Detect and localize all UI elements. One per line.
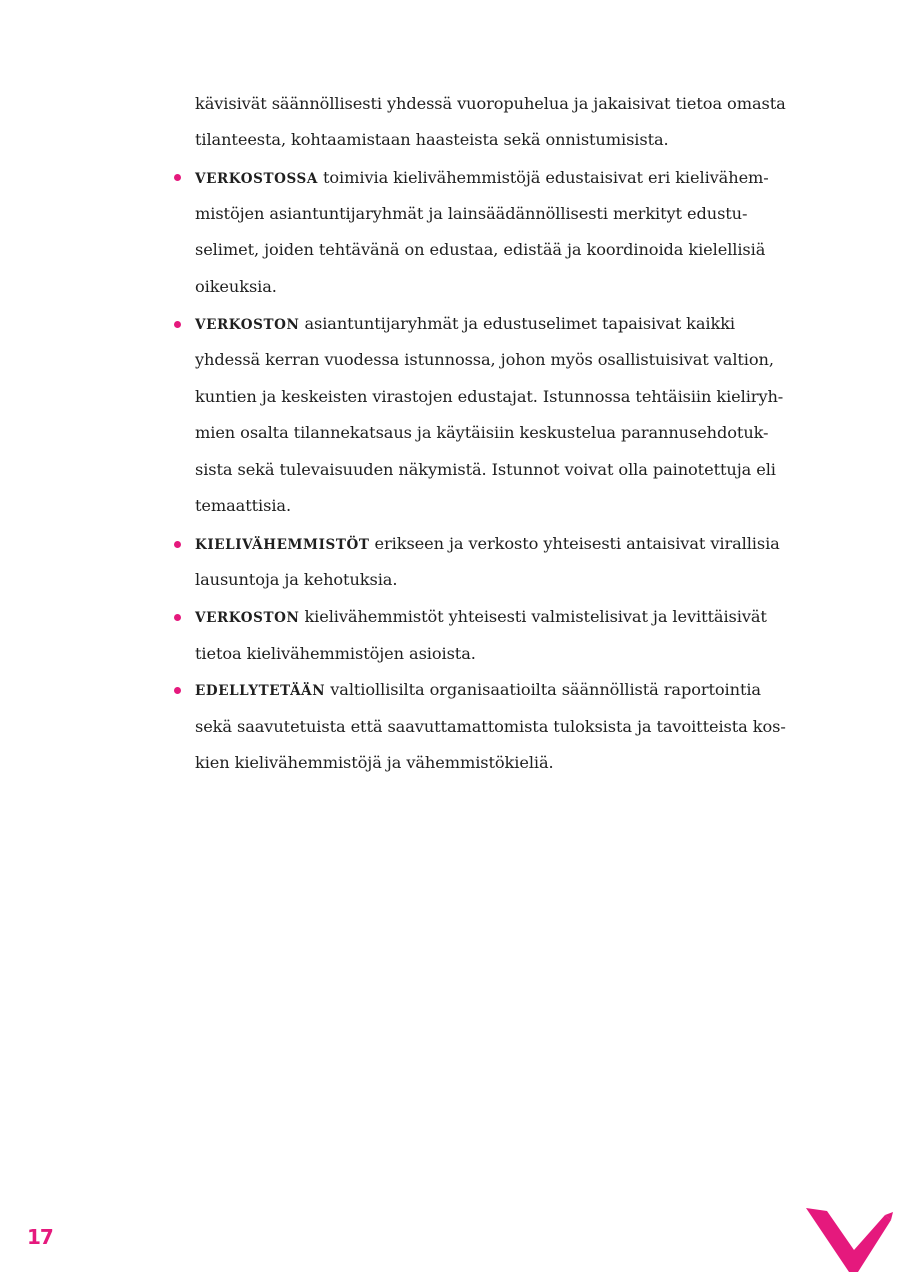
- bullet-line: oikeuksia.: [195, 277, 277, 296]
- bullet-line: sista sekä tulevaisuuden näkymistä. Istunnot voivat olla painotettuja eli: [195, 460, 776, 479]
- bullet-dot-icon: [174, 687, 181, 694]
- bullet-line: kuntien ja keskeisten virastojen edustajat. Istunnossa tehtäisiin kieliryh-: [195, 387, 784, 406]
- bullet-keyword: EDELLYTETÄÄN: [195, 683, 326, 699]
- bullet-item-first-line: [195, 168, 805, 189]
- bullet-text: kielivähemmistöt yhteisesti valmistelisivat ja levittäisivät: [299, 607, 767, 626]
- bullet-keyword: KIELIVÄHEMMISTÖT: [195, 537, 370, 553]
- intro-line: tilanteesta, kohtaamistaan haasteista sekä onnistumisista.: [195, 130, 669, 149]
- bullet-dot-icon: [174, 541, 181, 548]
- bullet-item-first-line: [195, 534, 805, 555]
- bullet-text: valtiollisilta organisaatioilta säännöllistä raportointia: [325, 680, 761, 699]
- bullet-keyword: VERKOSTON: [195, 610, 300, 626]
- bullet-item-first-line: [195, 314, 805, 335]
- bullet-text: erikseen ja verkosto yhteisesti antaisivat virallisia: [369, 534, 780, 553]
- bullet-keyword: VERKOSTOSSA: [195, 171, 318, 187]
- bullet-line: sekä saavutetuista että saavuttamattomista tuloksista ja tavoitteista kos-: [195, 717, 786, 736]
- bullet-line: mien osalta tilannekatsaus ja käytäisiin keskustelua parannusehdotuk-: [195, 423, 769, 442]
- bullet-line: lausuntoja ja kehotuksia.: [195, 570, 398, 589]
- page-number: 17: [27, 1225, 53, 1249]
- bullet-item-first-line: [195, 680, 805, 701]
- bullet-dot-icon: [174, 321, 181, 328]
- bullet-text: asiantuntijaryhmät ja edustuselimet tapaisivat kaikki: [299, 314, 735, 333]
- bullet-dot-icon: [174, 614, 181, 621]
- bullet-item-first-line: [195, 607, 805, 628]
- bullet-line: tietoa kielivähemmistöjen asioista.: [195, 644, 476, 663]
- bullet-line: kien kielivähemmistöjä ja vähemmistökieliä.: [195, 753, 554, 772]
- bullet-dot-icon: [174, 174, 181, 181]
- bullet-line: temaattisia.: [195, 496, 292, 515]
- pink-v-logo-icon: [805, 1208, 893, 1274]
- intro-line: kävisivät säännöllisesti yhdessä vuoropuhelua ja jakaisivat tietoa omasta: [195, 94, 786, 113]
- bullet-keyword: VERKOSTON: [195, 317, 300, 333]
- bullet-line: selimet, joiden tehtävänä on edustaa, edistää ja koordinoida kielellisiä: [195, 240, 766, 259]
- bullet-line: mistöjen asiantuntijaryhmät ja lainsäädännöllisesti merkityt edustu-: [195, 204, 748, 223]
- bullet-line: yhdessä kerran vuodessa istunnossa, johon myös osallistuisivat valtion,: [195, 350, 774, 369]
- bullet-text: toimivia kielivähemmistöjä edustaisivat eri kielivähem-: [317, 168, 769, 187]
